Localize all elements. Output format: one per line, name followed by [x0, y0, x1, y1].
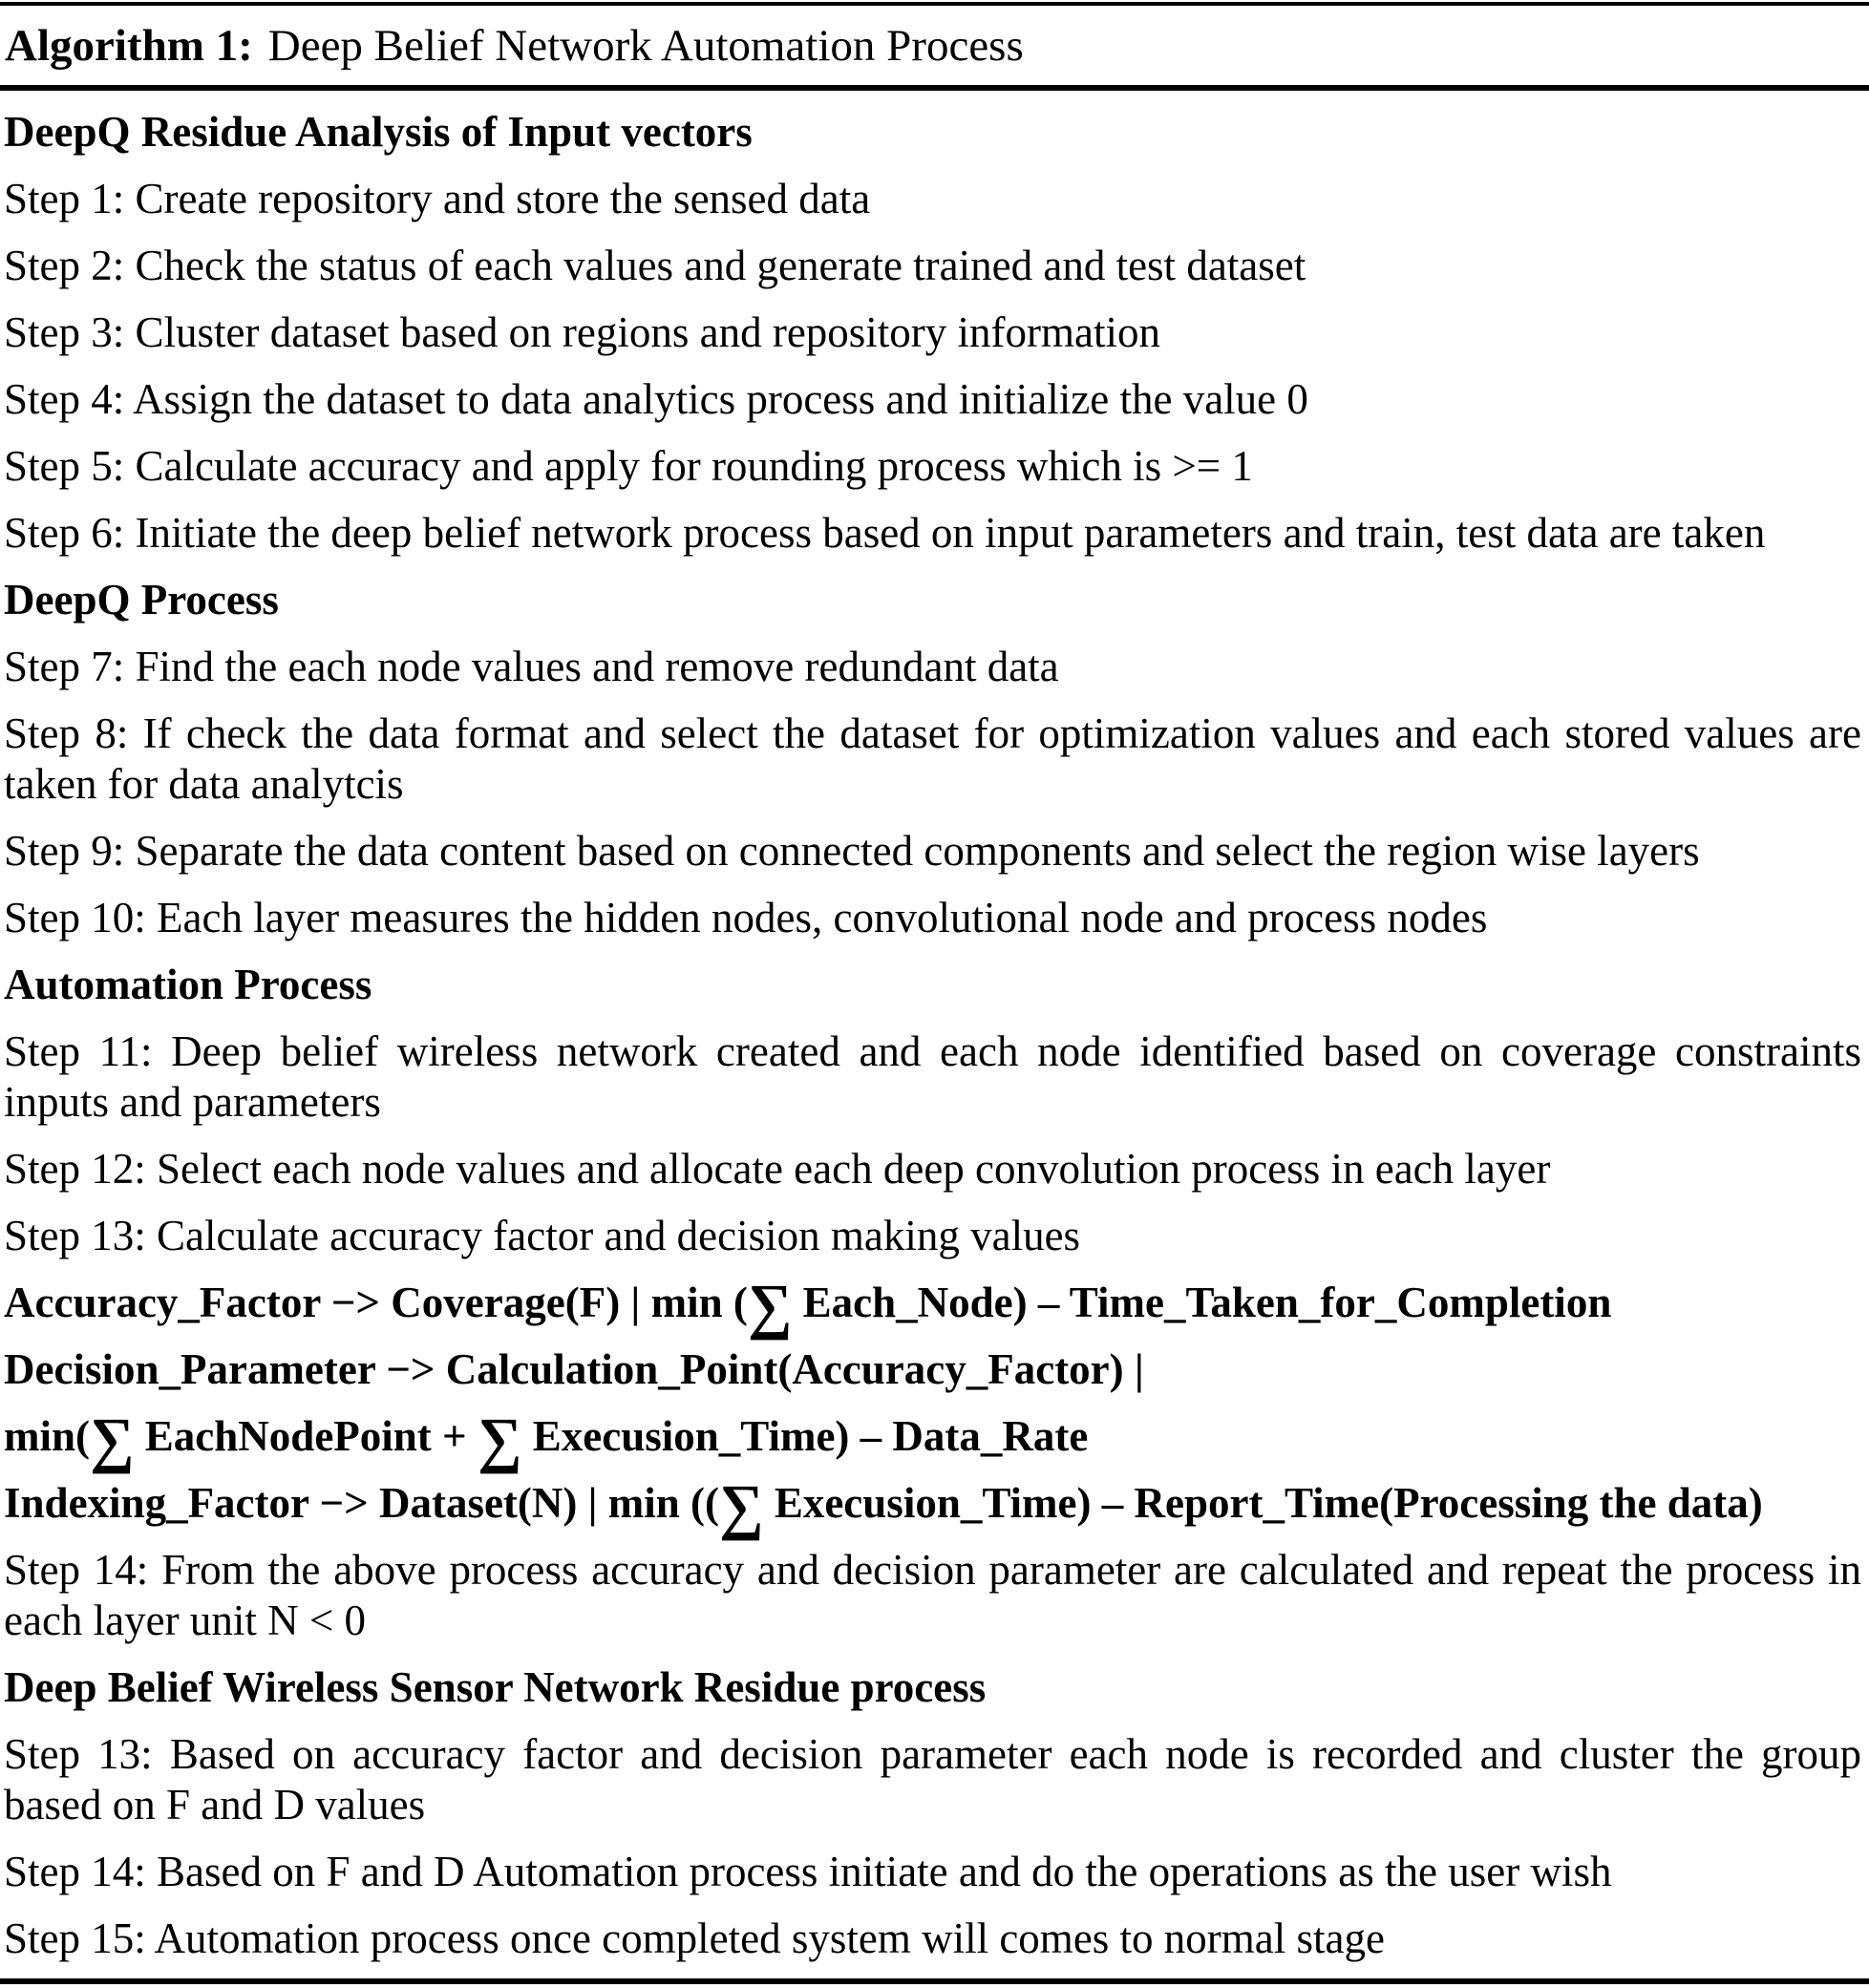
- step-line: Step 13: Based on accuracy factor and decision parameter each node is recorded and cluster the group based on F and D values: [4, 1730, 1861, 1829]
- formula-text: Execusion_Time) – Report_Time(Processing the data): [763, 1479, 1763, 1527]
- algorithm-caption: [0, 6, 1869, 85]
- formula-text: Decision_Parameter −> Calculation_Point(Accuracy_Factor) |: [4, 1345, 1144, 1393]
- step-line: Step 3: Cluster dataset based on regions and repository information: [4, 308, 1161, 356]
- algorithm-body: [0, 91, 1869, 1964]
- step-line: Step 15: Automation process once completed system will comes to normal stage: [4, 1914, 1385, 1962]
- formula-text: EachNodePoint +: [134, 1412, 478, 1460]
- step-line: Step 14: From the above process accuracy and decision parameter are calculated and repeat the process in each layer unit N < 0: [4, 1546, 1861, 1644]
- step-line: Step 13: Calculate accuracy factor and decision making values: [4, 1212, 1081, 1259]
- formula-min-expression: [4, 1406, 1861, 1475]
- step-line: Step 4: Assign the dataset to data analytics process and initialize the value 0: [4, 375, 1308, 423]
- summation-symbol: ∑: [90, 1406, 135, 1475]
- formula-accuracy-factor: [4, 1272, 1861, 1342]
- step-line: Step 14: Based on F and D Automation process initiate and do the operations as the user wish: [4, 1848, 1612, 1895]
- formula-text: Execusion_Time) – Data_Rate: [521, 1412, 1089, 1460]
- step-line: Step 8: If check the data format and select the dataset for optimization values and each stored values are taken for data analytcis: [4, 709, 1861, 808]
- step-line: Step 10: Each layer measures the hidden nodes, convolutional node and process nodes: [4, 894, 1488, 941]
- step-line: Step 5: Calculate accuracy and apply for rounding process which is >= 1: [4, 442, 1253, 490]
- summation-symbol: ∑: [747, 1272, 793, 1342]
- algorithm-label: Algorithm 1:: [5, 21, 253, 71]
- section-heading-residue-process: Deep Belief Wireless Sensor Network Residue process: [4, 1663, 987, 1711]
- step-line: Step 7: Find the each node values and remove redundant data: [4, 643, 1059, 690]
- formula-text: min(: [4, 1412, 90, 1460]
- section-heading-deepq-process: DeepQ Process: [4, 576, 279, 624]
- step-line: Step 2: Check the status of each values and generate trained and test dataset: [4, 242, 1306, 289]
- step-line: Step 9: Separate the data content based on connected components and select the region wise layers: [4, 827, 1700, 875]
- section-heading-automation-process: Automation Process: [4, 961, 372, 1008]
- formula-decision-parameter: [4, 1344, 1861, 1395]
- step-line: Step 11: Deep belief wireless network created and each node identified based on coverage constraints inputs and parameters: [4, 1027, 1861, 1126]
- section-heading-deepq-residue: DeepQ Residue Analysis of Input vectors: [4, 108, 753, 156]
- formula-text: Each_Node) – Time_Taken_for_Completion: [792, 1279, 1612, 1326]
- formula-indexing-factor: [4, 1472, 1861, 1542]
- summation-symbol: ∑: [477, 1406, 522, 1475]
- step-line: Step 6: Initiate the deep belief network process based on input parameters and train, test data are taken: [4, 509, 1766, 557]
- algorithm-title: Deep Belief Network Automation Process: [267, 21, 1024, 71]
- step-line: Step 12: Select each node values and allocate each deep convolution process in each layer: [4, 1145, 1551, 1193]
- formula-text: Indexing_Factor −> Dataset(N) | min ((: [4, 1479, 720, 1527]
- formula-text: Accuracy_Factor −> Coverage(F) | min (: [4, 1279, 748, 1326]
- bottom-rule: [0, 1978, 1869, 1984]
- step-line: Step 1: Create repository and store the sensed data: [4, 175, 871, 222]
- summation-symbol: ∑: [719, 1472, 764, 1542]
